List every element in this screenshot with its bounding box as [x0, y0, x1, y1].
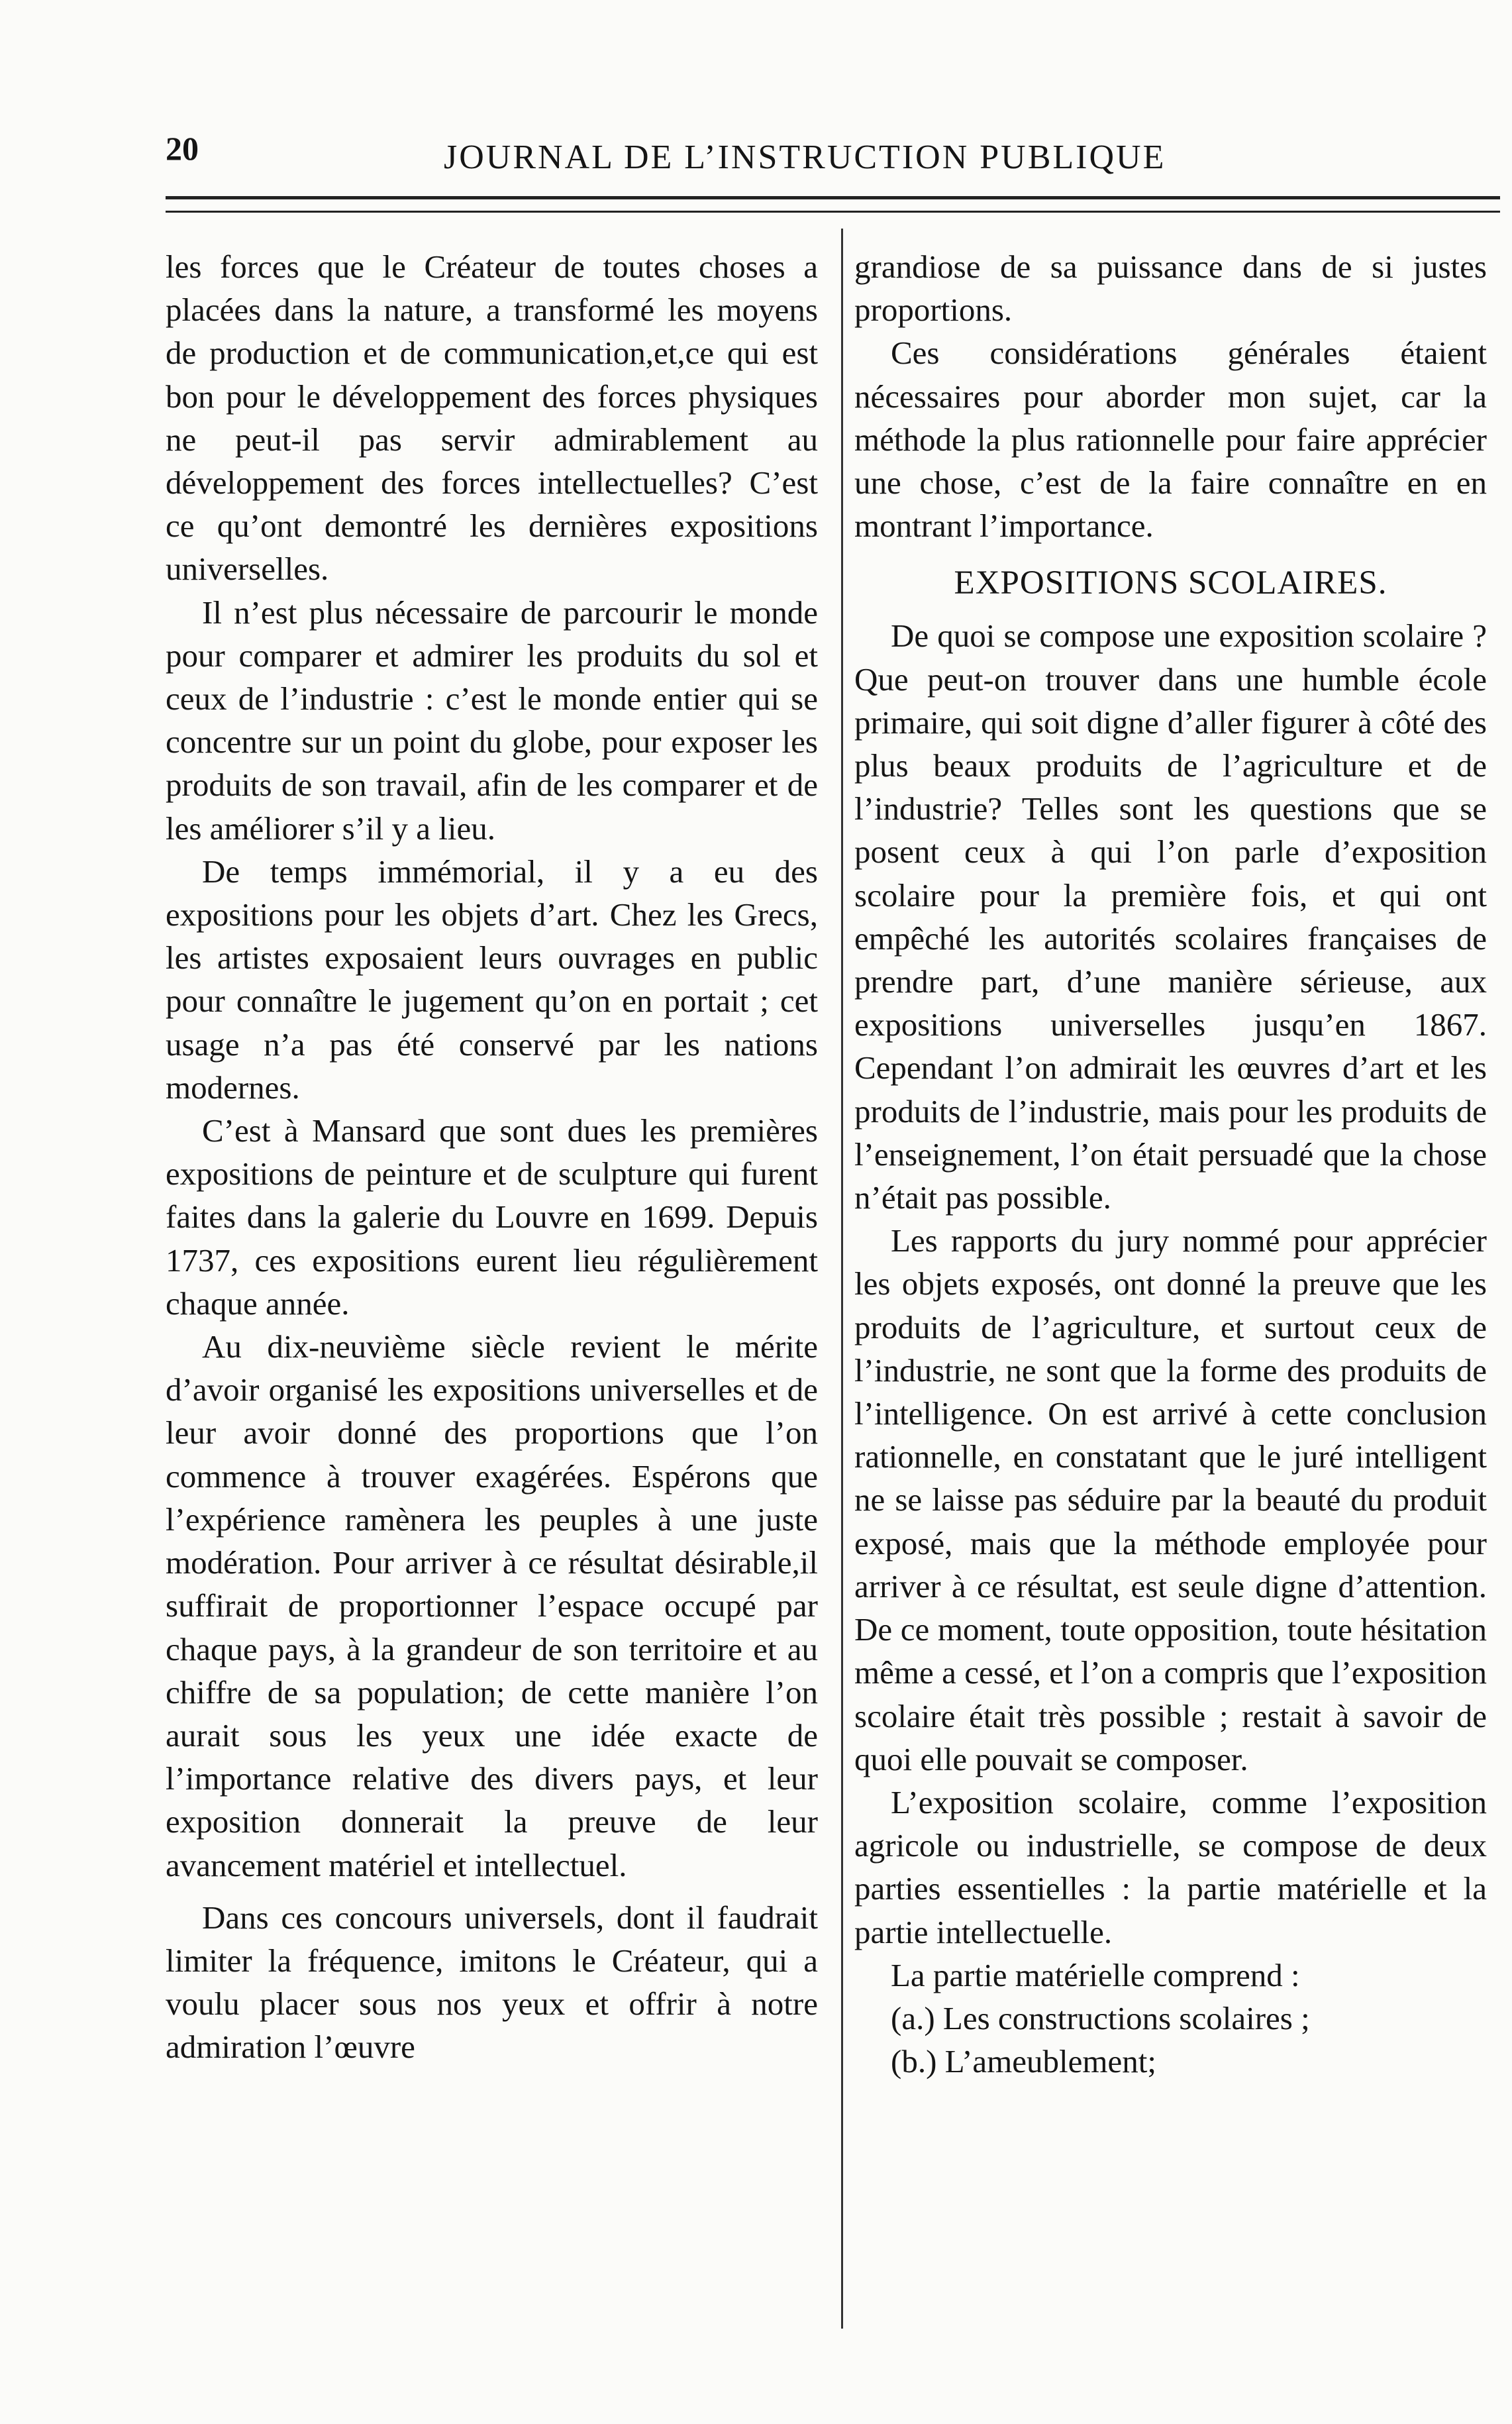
paragraph: les forces que le Créateur de toutes choses a placées dans la nature, a transformé les moyens de production et de communication,et,ce qui est bon pour le développement des forces physiques ne peut-il pas servir admirablement au développement des forces intellectuelles? C’est ce qu’ont demontré les dernières expositions universelles.: [166, 248, 818, 588]
list-item: (a.) Les constructions scolaires ;: [891, 1999, 1310, 2036]
list-item: (b.) L’ameublement;: [891, 2043, 1156, 2080]
paragraph: Ces considérations générales étaient nécessaires pour aborder mon sujet, car la méthode la plus rationnelle pour faire apprécier une chose, c’est de la faire connaître en en montrant l’importance.: [854, 335, 1487, 545]
paragraph: La partie matérielle comprend :: [891, 1956, 1300, 1993]
paragraph: De temps immémorial, il y a eu des expositions pour les objets d’art. Chez les Grecs, les artistes exposaient leurs ouvrages en public pour connaître le jugement qu’on en portait ; cet usage n’a pas été conservé par les nations modernes.: [166, 853, 818, 1106]
header-rule-thick: [166, 196, 1500, 199]
paragraph: De quoi se compose une exposition scolaire ? Que peut-on trouver dans une humble école primaire, qui soit digne d’aller figurer à côté des plus beaux produits de l’agriculture et de l’industrie? Telles sont les questions que se posent ceux à qui l’on parle d’exposition scolaire pour la première fois, et qui ont empêché les autorités scolaires françaises de prendre part, d’une manière sérieuse, aux expositions universelles jusqu’en 1867. Cependant l’on admirait les œuvres d’art et les produits de l’industrie, mais pour les produits de l’enseignement, l’on était persuadé que la chose n’était pas possible.: [854, 617, 1487, 1216]
section-title: EXPOSITIONS SCOLAIRES.: [954, 564, 1387, 602]
paragraph: Dans ces concours universels, dont il faudrait limiter la fréquence, imitons le Créateur, qui a voulu placer sous nos yeux et offrir à notre admiration l’œuvre: [166, 1899, 818, 2066]
paragraph: grandiose de sa puissance dans de si justes proportions.: [854, 248, 1487, 329]
paragraph: Les rapports du jury nommé pour apprécier les objets exposés, ont donné la preuve que les produits de l’agriculture, et surtout ceux de l’industrie, ne sont que la forme des produits de l’intelligence. On est arrivé à cette conclusion rationnelle, en constatant que le juré intelligent ne se laisse pas séduire par la beauté du produit exposé, mais que la méthode employée pour arriver à ce résultat, est seule digne d’attention. De ce moment, toute opposition, toute hésitation même a cessé, et l’on a compris que l’exposition scolaire était très possible ; restait à savoir de quoi elle pouvait se composer.: [854, 1222, 1487, 1777]
page-number: 20: [166, 130, 199, 167]
paragraph: C’est à Mansard que sont dues les premières expositions de peinture et de sculpture qui furent faites dans la galerie du Louvre en 1699. Depuis 1737, ces expositions eurent lieu régulièrement chaque année.: [166, 1112, 818, 1322]
left-column: [166, 245, 818, 2069]
paragraph: Il n’est plus nécessaire de parcourir le monde pour comparer et admirer les produits du sol et ceux de l’industrie : c’est le monde entier qui se concentre sur un point du globe, pour exposer les produits de son travail, afin de les comparer et de les améliorer s’il y a lieu.: [166, 594, 818, 847]
paragraph: L’exposition scolaire, comme l’exposition agricole ou industrielle, se compose de deux parties essentielles : la partie matérielle et la partie intellectuelle.: [854, 1783, 1487, 1950]
paragraph: Au dix-neuvième siècle revient le mérite d’avoir organisé les expositions universelles et de leur avoir donné des proportions que l’on commence à trouver exagérées. Espérons que l’expérience ramènera les peuples à une juste modération. Pour arriver à ce résultat désirable,il suffirait de proportionner l’espace occupé par chaque pays, à la grandeur de son territoire et au chiffre de sa population; de cette manière l’on aurait sous les yeux une idée exacte de l’importance relative des divers pays, et leur exposition donnerait la preuve de leur avancement matériel et intellectuel.: [166, 1328, 818, 1883]
running-title: JOURNAL DE L’INSTRUCTION PUBLIQUE: [444, 138, 1166, 176]
column-divider: [841, 229, 843, 2329]
right-column: [854, 245, 1487, 2083]
header-rule-thin: [166, 211, 1500, 213]
